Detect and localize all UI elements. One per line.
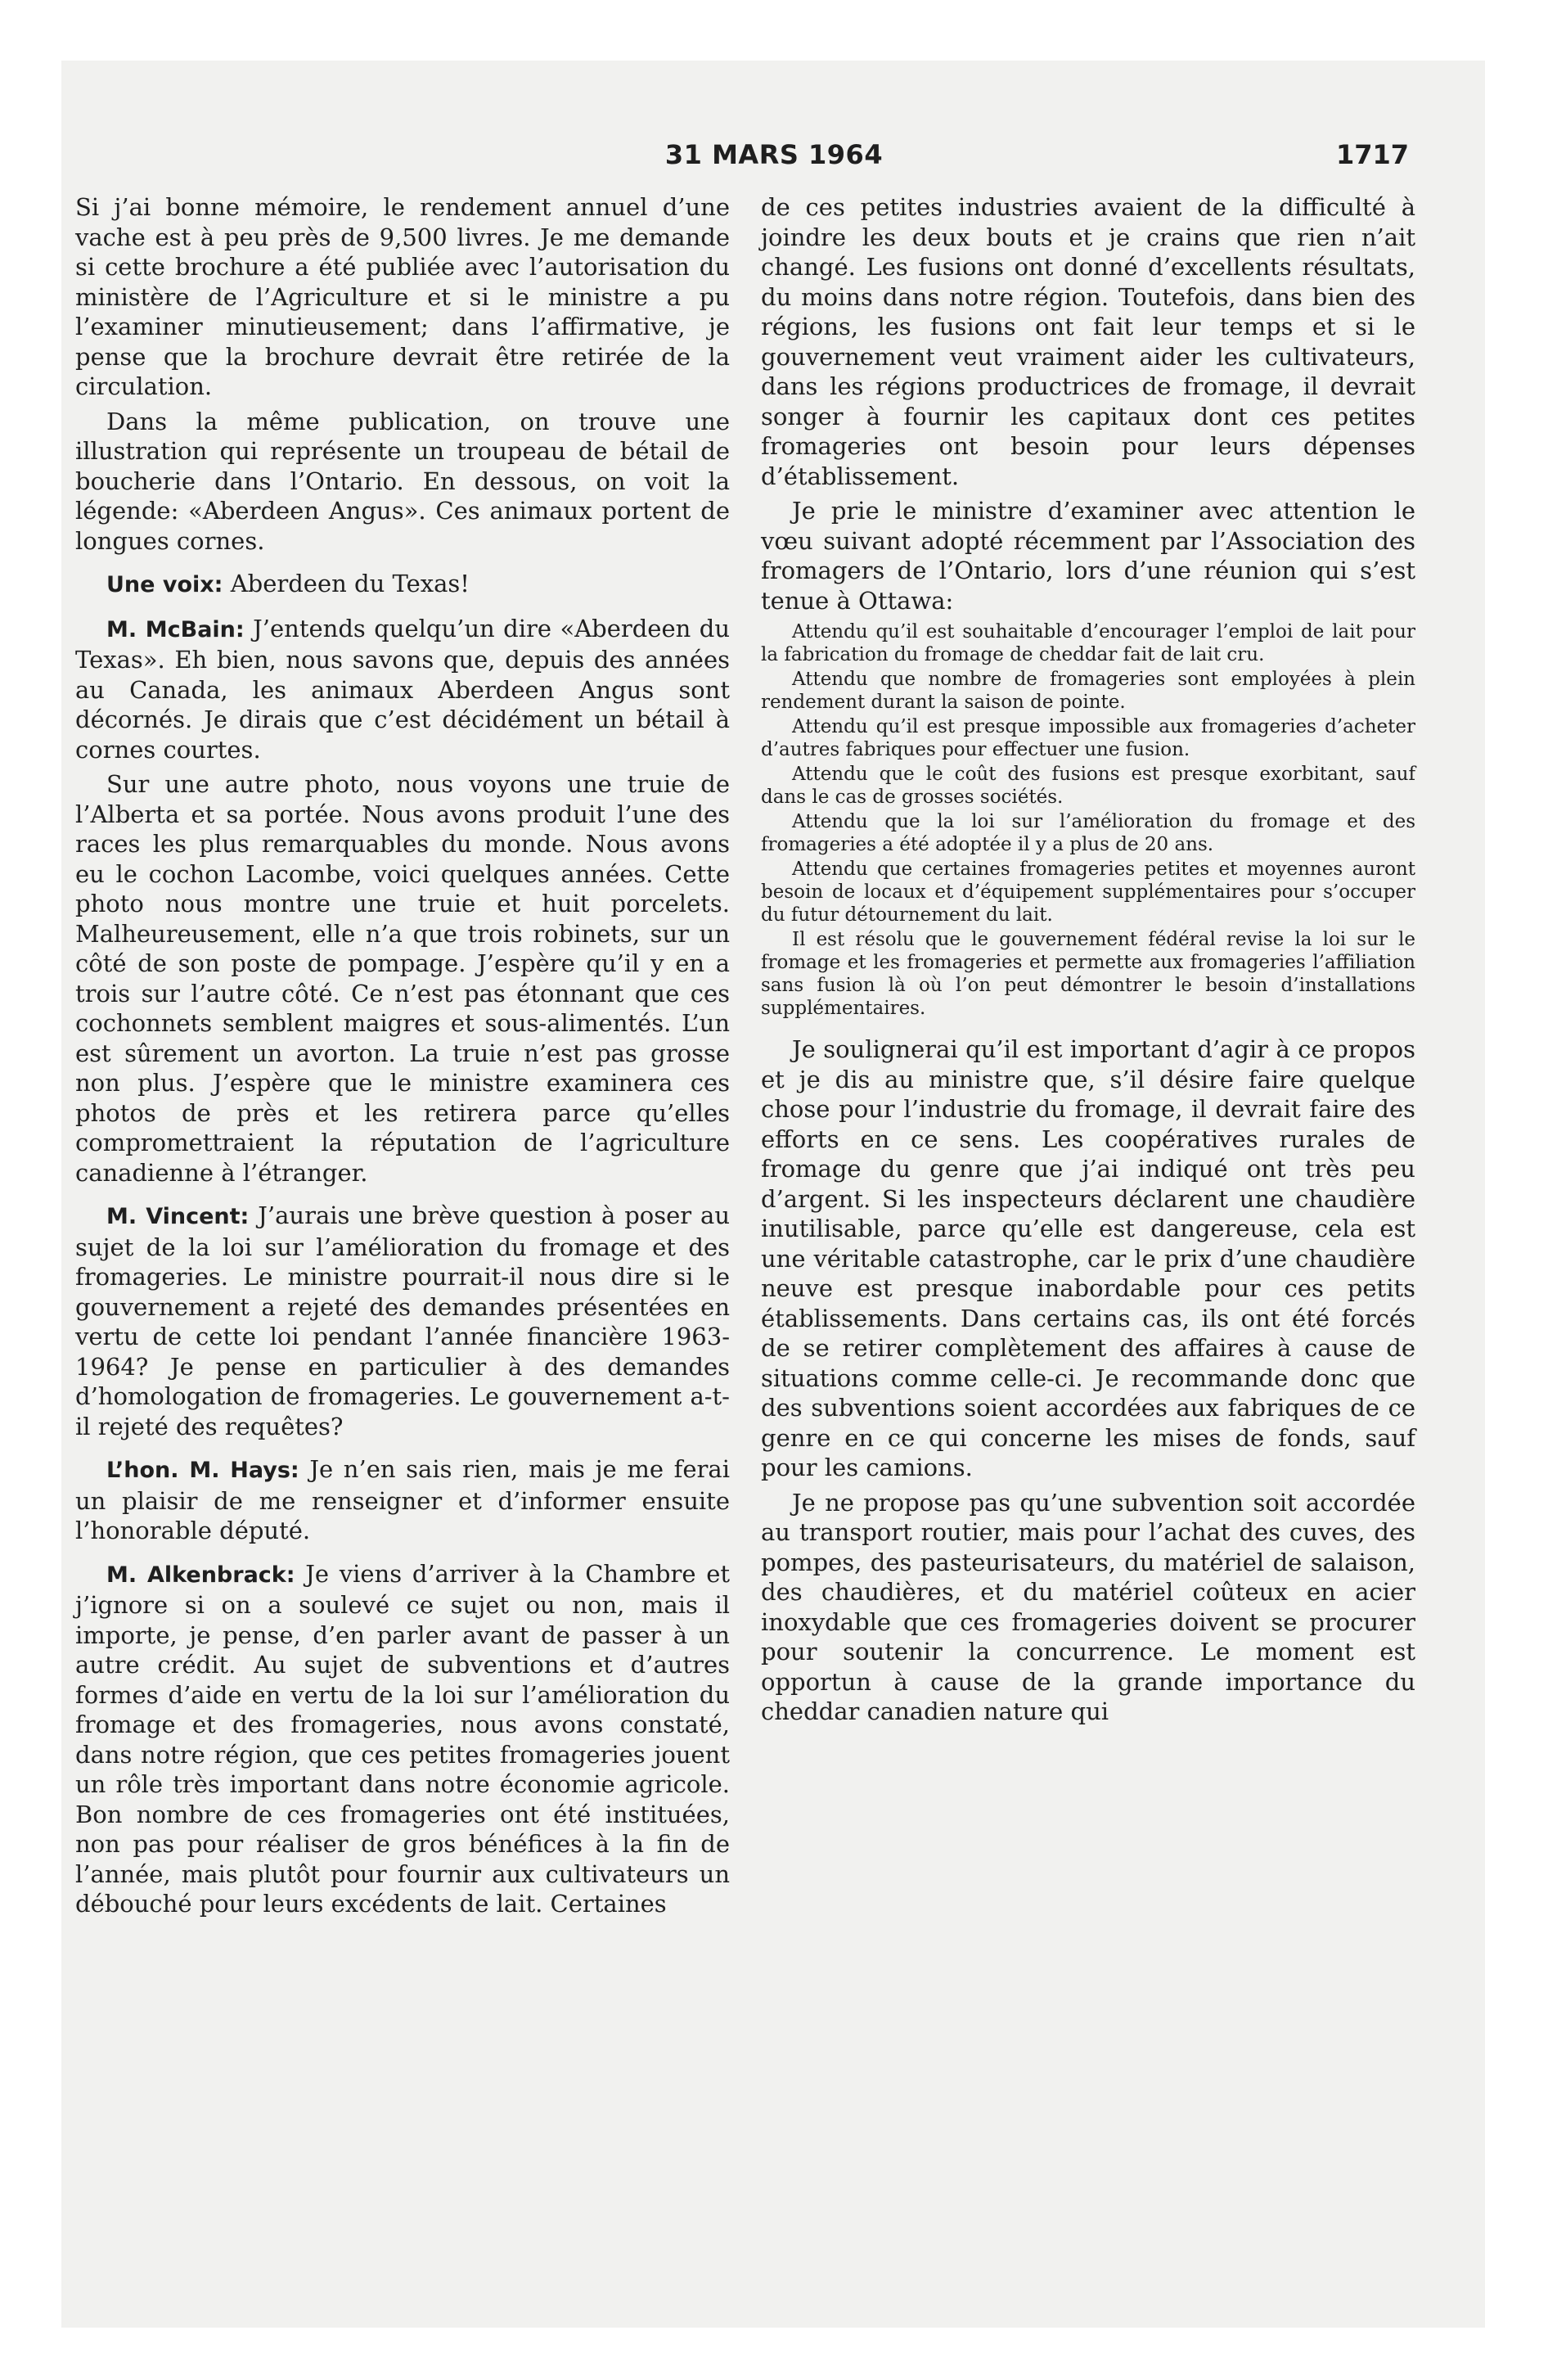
paragraph: Si j’ai bonne mémoire, le rendement annuel d’une vache est à peu près de 9,500 livres. Je me demande si cette brochure a été publiée avec l’autorisation du ministère de l’Agriculture et si le ministre a pu l’examiner minutieusement; dans l’affirmative, je pense que la brochure devrait être retirée de la circulation. <box>75 193 730 400</box>
speech-vincent <box>75 1201 730 1441</box>
speech-text: Aberdeen du Texas! <box>230 570 470 597</box>
speaker-name: M. Alkenbrack: <box>106 1562 295 1588</box>
paragraph: Je ne propose pas qu’une subvention soit accordée au transport routier, mais pour l’achat des cuves, des pompes, des pasteurisateurs, du matériel de salaison, des chaudières, et du matériel coûteux en acier inoxydable que ces fromageries doivent se procurer pour soutenir la concurrence. Le moment est opportun à cause de la grande importance du cheddar canadien nature qui <box>761 1488 1415 1725</box>
paragraph: Dans la même publication, on trouve une illustration qui représente un troupeau de bétail de boucherie dans l’Ontario. En dessous, on voit la légende: «Aberdeen Angus». Ces animaux portent de longues cornes. <box>75 407 730 555</box>
resolution-clause: Attendu que certaines fromageries petites et moyennes auront besoin de locaux et d’équipement supplémentaires pour s’occuper du futur détournement du lait. <box>761 859 1415 926</box>
resolution-clause: Attendu que nombre de fromageries sont employées à plein rendement durant la saison de pointe. <box>761 669 1415 713</box>
resolution-clause: Attendu que le coût des fusions est presque exorbitant, sauf dans le cas de grosses sociétés. <box>761 764 1415 808</box>
right-column <box>761 192 1415 1732</box>
speech-text: Je n’en sais rien, mais je me ferai un plaisir de me renseigner et d’informer ensuite l’honorable député. <box>75 1455 730 1544</box>
paragraph: de ces petites industries avaient de la difficulté à joindre les deux bouts et je crains que rien n’ait changé. Les fusions ont donné d’excellents résultats, du moins dans notre région. Toutefois, dans bien des régions, les fusions ont fait leur temps et si le gouvernement veut vraiment aider les cultivateurs, dans les régions productrices de fromage, il devrait songer à fournir les capitaux dont ces petites fromageries ont besoin pour leurs dépenses d’établissement. <box>761 193 1415 490</box>
speech-mcbain <box>75 614 730 765</box>
speech-hays <box>75 1454 730 1546</box>
speech-alkenbrack <box>75 1559 730 1919</box>
speaker-name: L’hon. M. Hays: <box>106 1458 299 1483</box>
speech-text: J’aurais une brève question à poser au sujet de la loi sur l’amélioration du fromage et des fromageries. Le ministre pourrait-il nous dire si le gouvernement a rejeté des demandes présentées en vertu de cette loi pendant l’année financière 1963-1964? Je pense en particulier à des demandes d’homologation de fromageries. Le gouvernement a-t-il rejeté des requêtes? <box>75 1201 730 1440</box>
speaker-name: M. McBain: <box>106 616 245 642</box>
paragraph: Je soulignerai qu’il est important d’agir à ce propos et je dis au ministre que, s’il désire faire quelque chose pour l’industrie du fromage, il devrait faire des efforts en ce sens. Les coopératives rurales de fromage du genre que j’ai indiqué ont très peu d’argent. Si les inspecteurs déclarent une chaudière inutilisable, parce qu’elle est dangereuse, cela est une véritable catastrophe, car le prix d’une chaudière neuve est presque inabordable pour ces petits établissements. Dans certains cas, ils ont été forcés de se retirer complètement des affaires à cause de situations comme celle-ci. Je recommande donc que des subventions soient accordées aux fabriques de ce genre en ce qui concerne les mises de fonds, sauf pour les camions. <box>761 1035 1415 1481</box>
left-column <box>75 192 730 1924</box>
speech-voice <box>75 569 730 601</box>
resolution-clause: Attendu que la loi sur l’amélioration du fromage et des fromageries a été adoptée il y a plus de 20 ans. <box>761 811 1415 855</box>
resolution-clause: Attendu qu’il est souhaitable d’encourager l’emploi de lait pour la fabrication du fromage de cheddar fait de lait cru. <box>761 621 1415 665</box>
speech-text: J’entends quelqu’un dire «Aberdeen du Texas». Eh bien, nous savons que, depuis des années au Canada, les animaux Aberdeen Angus sont décornés. Je dirais que c’est décidément un bétail à cornes courtes. <box>75 614 730 764</box>
paragraph: Je prie le ministre d’examiner avec attention le vœu suivant adopté récemment par l’Association des fromagers de l’Ontario, lors d’une réunion qui s’est tenue à Ottawa: <box>761 497 1415 615</box>
resolution-clause: Attendu qu’il est presque impossible aux fromageries d’acheter d’autres fabriques pour effectuer une fusion. <box>761 716 1415 760</box>
paragraph: Sur une autre photo, nous voyons une truie de l’Alberta et sa portée. Nous avons produit l’une des races les plus remarquables du monde. Nous avons eu le cochon Lacombe, voici quelques années. Cette photo nous montre une truie et huit porcelets. Malheureusement, elle n’a que trois robinets, sur un côté de son poste de pompage. J’espère qu’il y en a trois sur l’autre côté. Ce n’est pas étonnant que ces cochonnets semblent maigres et sous-alimentés. L’un est sûrement un avorton. La truie n’est pas grosse non plus. J’espère que le ministre examinera ces photos de près et les retirera parce qu’elles compromettraient la réputation de l’agriculture canadienne à l’étranger. <box>75 770 730 1187</box>
page-number: 1717 <box>1335 139 1409 170</box>
resolution-block <box>761 620 1415 1020</box>
page-date: 31 MARS 1964 <box>664 139 884 170</box>
resolution-clause: Il est résolu que le gouvernement fédéral revise la loi sur le fromage et les fromageries et permette aux fromageries l’affiliation sans fusion là où l’on peut démontrer le besoin d’installations supplémentaires. <box>761 929 1415 1019</box>
speaker-name: M. Vincent: <box>106 1204 250 1229</box>
speech-text: Je viens d’arriver à la Chambre et j’ignore si on a soulevé ce sujet ou non, mais il importe, je pense, d’en parler avant de passer à un autre crédit. Au sujet de subventions et d’autres formes d’aide en vertu de la loi sur l’amélioration du fromage et des fromageries, nous avons constaté, dans notre région, que ces petites fromageries jouent un rôle très important dans notre économie agricole. Bon nombre de ces fromageries ont été instituées, non pas pour réaliser de gros bénéfices à la fin de l’année, mais plutôt pour fournir aux cultivateurs un débouché pour leurs excédents de lait. Certaines <box>75 1559 731 1918</box>
speaker-name: Une voix: <box>106 572 223 597</box>
